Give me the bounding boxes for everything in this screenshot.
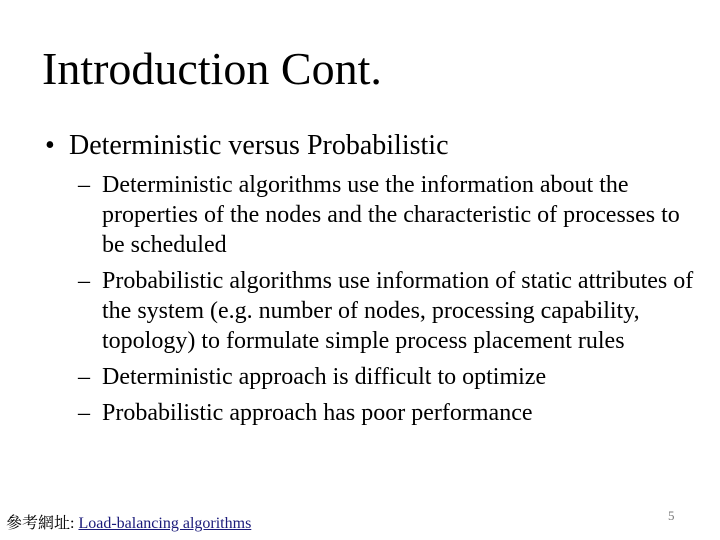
slide-title: Introduction Cont.	[42, 43, 382, 94]
sub-bullet-text: Deterministic approach is difficult to optimize	[102, 364, 547, 390]
dash-marker: –	[78, 400, 90, 426]
sub-bullet-item	[78, 398, 708, 428]
sub-bullet-text: Deterministic algorithms use the information about the properties of the nodes and the characteristic of processes to be scheduled	[102, 172, 680, 258]
sub-bullet-list	[78, 170, 708, 434]
sub-bullet-item	[78, 266, 708, 356]
dash-marker: –	[78, 364, 90, 390]
bullet-text: Deterministic versus Probabilistic	[69, 130, 449, 161]
footer-reference	[6, 514, 251, 534]
bullet-marker: •	[45, 130, 55, 161]
bullet-point	[45, 128, 449, 164]
dash-marker: –	[78, 172, 90, 198]
reference-label: 參考網址:	[6, 515, 75, 532]
reference-link[interactable]: Load-balancing algorithms	[78, 515, 252, 532]
sub-bullet-text: Probabilistic approach has poor performance	[102, 400, 533, 426]
sub-bullet-item	[78, 170, 708, 260]
sub-bullet-item	[78, 362, 708, 392]
dash-marker: –	[78, 268, 90, 294]
page-number: 5	[668, 508, 675, 523]
sub-bullet-text: Probabilistic algorithms use information of static attributes of the system (e.g. number of nodes, processing capability, topology) to formulate simple process placement rules	[102, 268, 694, 354]
